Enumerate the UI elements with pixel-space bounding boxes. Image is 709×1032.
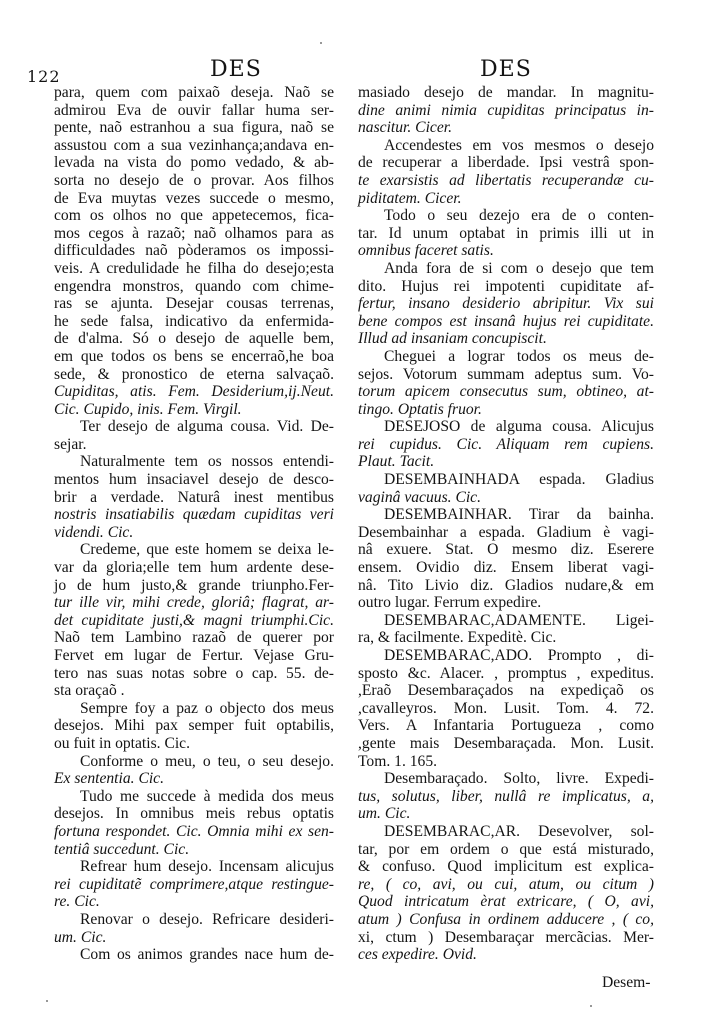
text-line: Desembaraçado. Solto, livre. Expedi-	[384, 770, 654, 788]
text-line: videndi. Cic.	[54, 523, 134, 541]
text-line: levada na vista do pomo vedado, & ab-	[54, 154, 334, 172]
running-head-left: DES	[210, 57, 262, 82]
text-line: Naturalmente tem os nossos entendi-	[80, 453, 334, 471]
text-line: tingo. Optatis fruor.	[358, 400, 482, 418]
text-line: Plaut. Tacit.	[358, 453, 435, 471]
text-line: ou fuit in optatis. Cic.	[54, 734, 191, 752]
text-line: nâ exuere. Stat. O mesmo diz. Eserere	[358, 541, 654, 559]
text-line: Renovar o desejo. Refricare desideri-	[80, 910, 334, 928]
text-line: xi, ctum ) Desembaraçar mercãcias. Mer-	[358, 928, 654, 946]
text-line: Credeme, que este homem se deixa le-	[80, 541, 334, 559]
text-line: omnibus faceret satis.	[358, 242, 494, 260]
text-line: pente, naõ estranhou a sua figura, naõ se	[54, 119, 334, 137]
text-line: Desembainhar a espada. Gladium è vagi-	[358, 523, 654, 541]
text-line: sposto &c. Alacer. , promptus , expeditus.	[358, 664, 654, 682]
text-line: tur ille vir, mihi crede, gloriâ; flagrat, ar-	[54, 594, 334, 612]
text-line: Ter desejo de alguma cousa. Vid. De-	[80, 418, 334, 436]
text-line: Tom. 1. 165.	[358, 752, 438, 770]
text-line: engendra monstros, quando com chime-	[54, 277, 334, 295]
text-line: ensem. Ovidio diz. Ensem liberat vagi-	[358, 559, 654, 577]
text-line: fertur, insano desiderio abripitur. Vix sui	[358, 295, 654, 313]
text-line: em que todos os bens se encerraõ,he boa	[54, 347, 334, 365]
text-line: de recuperar a liberdade. Ipsi vestrâ spon-	[358, 154, 654, 172]
text-line: sejar.	[54, 435, 87, 453]
print-speck	[46, 1000, 48, 1002]
text-line: ra, & facilmente. Expeditè. Cic.	[358, 629, 557, 647]
page-number: 122	[27, 67, 61, 86]
text-line: DESEMBAINHAR. Tirar da bainha.	[384, 506, 654, 524]
text-line: admirou Eva de ouvir fallar huma ser-	[54, 101, 334, 119]
text-line: nostris insatiabilis quædam cupiditas veri	[54, 506, 334, 524]
text-line: Accendestes em vos mesmos o desejo	[384, 136, 654, 154]
text-line: ras se ajunta. Desejar cousas terrenas,	[54, 295, 334, 313]
text-line: assustou com a sua vezinhança;andava en-	[54, 136, 334, 154]
text-line: Tudo me succede à medida dos meus	[80, 787, 334, 805]
text-line: bene compos est insanâ hujus rei cupiditate.	[358, 312, 654, 330]
text-line: mentos hum insaciavel desejo de desco-	[54, 471, 334, 489]
text-line: nascitur. Cicer.	[358, 119, 452, 137]
text-line: brir a verdade. Naturâ inest mentibus	[54, 488, 334, 506]
left-column	[54, 84, 334, 964]
text-line: piditatem. Cicer.	[358, 189, 462, 207]
text-line: he sede falsa, indicativo da enfermida-	[54, 312, 334, 330]
text-line: sorta no desejo de o provar. Aos filhos	[54, 171, 334, 189]
text-line: vaginâ vacuus. Cic.	[358, 488, 481, 506]
text-line: para, quem com paixaõ deseja. Naõ se	[54, 84, 334, 101]
text-line: var da gloria;elle tem hum ardente dese-	[54, 559, 334, 577]
text-line: DESEMBARAC,ADAMENTE. Ligei-	[384, 611, 654, 629]
text-line: & confuso. Quod implicitum est explica-	[358, 858, 654, 876]
text-line: atum ) Confusa in ordinem adducere , ( co,	[358, 910, 654, 928]
print-speck	[590, 1005, 592, 1007]
text-line: Anda fora de si com o desejo que tem	[384, 259, 654, 277]
text-line: Illud ad insaniam concupiscit.	[358, 330, 547, 348]
text-line: Conforme o meu, o teu, o seu desejo.	[80, 752, 334, 770]
text-line: desejos. Mihi pax semper fuit optabilis,	[54, 717, 334, 735]
text-line: ,gente mais Desembaraçada. Mon. Lusit.	[358, 734, 654, 752]
right-column	[358, 84, 654, 964]
text-line: Fervet em lugar de Fertur. Vejase Gru-	[54, 647, 334, 664]
text-line: nâ. Tito Livio diz. Gladios nudare,& em	[358, 576, 654, 594]
text-line: Vers. A Infantaria Portugueza , como	[358, 717, 654, 735]
text-line: ,cavalleyros. Mon. Lusit. Tom. 4. 72.	[358, 699, 654, 717]
text-line: mos cegos à razaõ; naõ olhamos para as	[54, 224, 334, 242]
text-line: Cic. Cupido, inis. Fem. Virgil.	[54, 400, 242, 418]
text-line: um. Cic.	[54, 928, 107, 946]
text-line: Cupiditas, atis. Fem. Desiderium,ij.Neut.	[54, 383, 334, 401]
text-line: ,Eraõ Desembaraçados na expediçaõ os	[358, 682, 654, 700]
text-line: com os olhos no que appetecemos, fica-	[54, 207, 334, 225]
text-line: det cupiditate justi,& magni triumphi.Cic.	[54, 611, 334, 629]
text-line: sejos. Votorum summam adeptus sum. Vo-	[358, 365, 654, 383]
text-line: dito. Hujus rei impotenti cupiditate af-	[358, 277, 654, 295]
text-line: ces expedire. Ovid.	[358, 946, 477, 964]
text-line: desejos. In omnibus meis rebus optatis	[54, 805, 334, 823]
text-line: Com os animos grandes nace hum de-	[80, 946, 334, 964]
text-line: sede, & pronostico de eterna salvaçaõ.	[54, 365, 334, 383]
text-line: Todo o seu dezejo era de o conten-	[384, 207, 654, 225]
text-line: masiado desejo de mandar. In magnitu-	[358, 84, 654, 101]
text-line: difficuldades naõ pòderamos os impossi-	[54, 242, 334, 260]
text-line: tus, solutus, liber, nullâ re implicatus, a,	[358, 787, 654, 805]
print-speck	[320, 42, 322, 44]
text-line: fortuna respondet. Cic. Omnia mihi ex sen-	[54, 822, 334, 840]
text-line: tero nas suas notas sobre o cap. 55. de-	[54, 664, 334, 682]
running-head-right: DES	[480, 57, 532, 82]
text-line: DESEMBAINHADA espada. Gladius	[384, 471, 654, 489]
text-line: Ex sententia. Cic.	[54, 770, 164, 788]
text-line: de Eva muytas vezes succede o mesmo,	[54, 189, 334, 207]
text-line: sta oraçaõ .	[54, 682, 125, 700]
text-line: de d'alma. Só o desejo de aquelle bem,	[54, 330, 334, 348]
text-line: re, ( co, avi, ou cui, atum, ou citum )	[358, 875, 654, 893]
text-line: torum apicem consecutus sum, obtineo, at-	[358, 383, 654, 401]
text-line: outro lugar. Ferrum expedire.	[358, 594, 542, 612]
text-line: DESEMBARAC,ADO. Prompto , di-	[384, 647, 654, 664]
text-line: DESEMBARAC,AR. Desevolver, sol-	[384, 822, 654, 840]
catchword: Desem-	[602, 974, 651, 991]
text-line: Quod intricatum èrat extricare, ( O, avi,	[358, 893, 654, 911]
text-line: jo de hum justo,& grande triunpho.Fer-	[54, 576, 334, 594]
text-line: tentiâ succedunt. Cic.	[54, 840, 190, 858]
text-line: tar, por em ordem o que está misturado,	[358, 840, 654, 858]
text-line: tar. Id unum optabat in primis illi ut in	[358, 224, 654, 242]
text-line: Refrear hum desejo. Incensam alicujus	[80, 858, 334, 876]
text-line: dine animi nimia cupiditas principatus in-	[358, 101, 654, 119]
text-line: Naõ tem Lambino razaõ de querer por	[54, 629, 334, 647]
text-line: te exarsistis ad libertatis recuperandæ cu-	[358, 171, 654, 189]
text-line: Cheguei a lograr todos os meus de-	[384, 347, 654, 365]
text-line: rei cupiditatẽ comprimere,atque restingue-	[54, 875, 334, 893]
text-line: um. Cic.	[358, 805, 411, 823]
text-line: re. Cic.	[54, 893, 100, 911]
text-line: veis. A credulidade he filha do desejo;esta	[54, 259, 334, 277]
text-line: Sempre foy a paz o objecto dos meus	[80, 699, 334, 717]
text-line: DESEJOSO de alguma cousa. Alicujus	[384, 418, 654, 436]
text-line: rei cupidus. Cic. Aliquam rem cupiens.	[358, 435, 654, 453]
